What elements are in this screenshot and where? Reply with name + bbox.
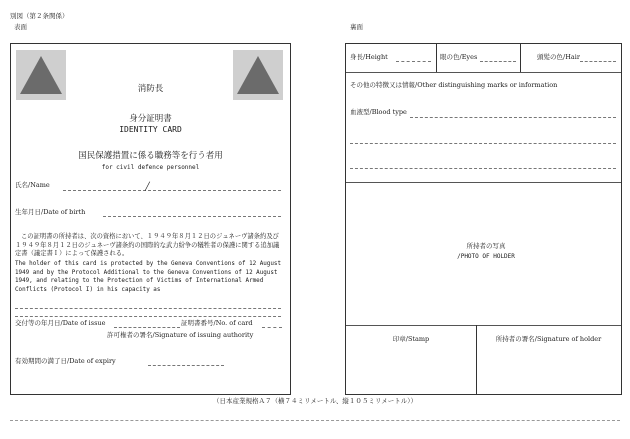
height-field-line[interactable] (396, 61, 431, 62)
official-title: 消防長 (137, 84, 164, 94)
row-divider (436, 44, 437, 72)
front-side-label: 表面 (14, 23, 27, 31)
cut-line (10, 420, 620, 421)
blood-type-field-line[interactable] (410, 117, 616, 118)
eyes-field-line[interactable] (480, 61, 516, 62)
capacity-line-2[interactable] (15, 316, 281, 317)
size-standard-note: （日本産業規格Ａ７（横７４ミリメートル、縦１０５ミリメートル）） (213, 397, 417, 405)
row-divider (520, 44, 521, 72)
distinguishing-marks-label: その他の特徴又は情報/Other distinguishing marks or information (350, 81, 558, 89)
issue-date-label: 交付等の年月日/Date of issue (15, 319, 106, 327)
holder-signature-label: 所持者の署名/Signature of holder (495, 335, 602, 343)
photo-label-en: /PHOTO OF HOLDER (457, 253, 515, 260)
name-label: 氏名/Name (15, 181, 50, 189)
statement-en: The holder of this card is protected by the Geneva Conventions of 12 August 1949 and by the Protocol Additional to the Geneva Conventions of 12 August 1949, and relating to the Protection of Victims of International Armed Conflicts (Protocol I) in his capacity as (15, 261, 281, 293)
expiry-date-field-line[interactable] (148, 365, 224, 366)
capacity-line-1[interactable] (15, 308, 281, 309)
section-divider (346, 72, 621, 73)
personnel-title-en: for civil defence personnel (101, 164, 200, 171)
marks-field-line-2[interactable] (350, 168, 616, 169)
dob-label: 生年月日/Date of birth (15, 208, 86, 216)
section-divider (346, 325, 621, 326)
personnel-title-jp: 国民保護措置に係る職務等を行う者用 (78, 151, 223, 161)
marks-field-line-1[interactable] (350, 143, 616, 144)
card-number-field-line[interactable] (262, 327, 282, 328)
front-card (10, 43, 291, 395)
eyes-label: 眼の色/Eyes (440, 53, 478, 61)
card-number-label: 証明書番号/No. of card (181, 319, 253, 327)
issue-date-field-line[interactable] (114, 327, 180, 328)
id-title-jp: 身分証明書 (129, 114, 172, 124)
stamp-label: 印章/Stamp (392, 335, 430, 343)
photo-label-jp: 所持者の写真 (466, 242, 506, 250)
height-label: 身長/Height (350, 53, 388, 61)
back-card (345, 43, 622, 395)
name-field-line[interactable] (63, 190, 281, 191)
hair-label: 頭髪の色/Hair (537, 53, 580, 61)
name-separator-slash: ╱ (145, 182, 150, 191)
issuing-authority-signature-label: 許可権者の署名/Signature of issuing authority (107, 331, 254, 339)
hair-field-line[interactable] (580, 61, 616, 62)
statement-jp: この証明書の所持者は、次の資格において、１９４９年８月１２日のジュネーヴ諸条約及び１９４９年８月１２日のジュネーヴ諸条約の国際的な武力紛争の犠牲者の保護に関する追加議定書（議定書Ｉ）によって保護される。 (15, 233, 280, 257)
annex-heading: 別図（第２条関係） (10, 12, 69, 20)
back-side-label: 裏面 (350, 23, 363, 31)
dob-field-line[interactable] (103, 216, 281, 217)
id-title-en: IDENTITY CARD (119, 125, 182, 134)
expiry-date-label: 有効期間の満了日/Date of expiry (15, 357, 116, 365)
blood-type-label: 血液型/Blood type (350, 108, 407, 116)
photo-of-holder-area[interactable] (346, 182, 621, 325)
